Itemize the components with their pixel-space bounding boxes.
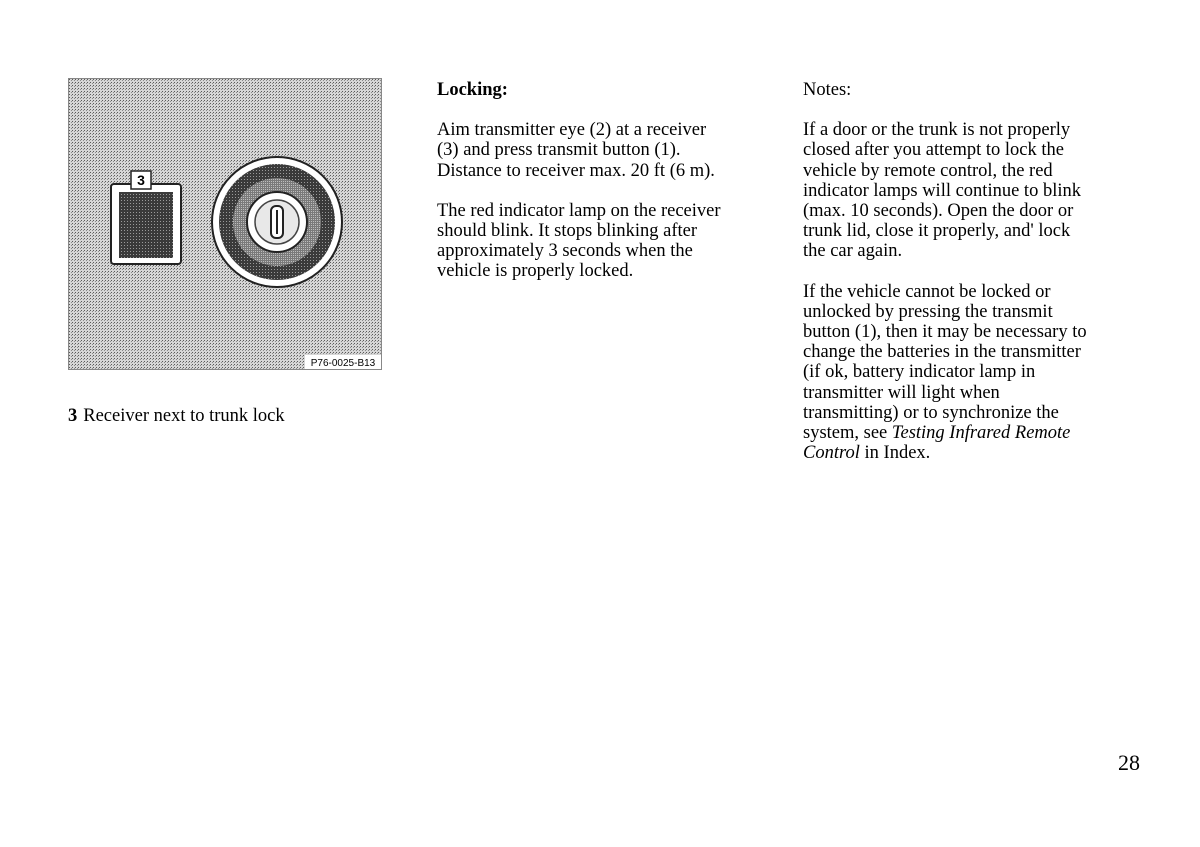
locking-section <box>437 80 777 302</box>
notes-heading: Notes: <box>803 80 852 100</box>
figure-caption <box>68 406 285 426</box>
receiver-figure <box>68 78 382 370</box>
image-code: P76-0025-B13 <box>310 358 376 369</box>
page-number: 28 <box>1118 750 1140 775</box>
locking-paragraph-2: The red indicator lamp on the receiver should blink. It stops blinking after approximately 3 seconds when the vehicle is properly locked. <box>437 200 721 282</box>
notes-section <box>803 80 1143 483</box>
locking-paragraph-1: Aim transmitter eye (2) at a receiver (3) and press transmit button (1). Distance to receiver max. 20 ft (6 m). <box>437 120 715 181</box>
locking-heading: Locking: <box>437 80 508 100</box>
trunk-lock-illustration <box>212 157 342 287</box>
notes-paragraph-2-end: in Index. <box>859 443 931 464</box>
receiver-illustration <box>111 171 181 264</box>
notes-paragraph-2-text: If the vehicle cannot be locked or unlocked by pressing the transmit button (1), then it may be necessary to change the batteries in the transmitter (if ok, battery indicator lamp in transmitter will light when transmitting) or to synchronize the system, see <box>803 281 1087 444</box>
index-reference: Testing Infrared Remote Control <box>803 423 1071 464</box>
notes-paragraph-2 <box>803 282 1143 464</box>
notes-paragraph-1: If a door or the trunk is not properly closed after you attempt to lock the vehicle by remote control, the red indicator lamps will continue to blink (max. 10 seconds). Open the door or trunk lid, close it properly, and' lock the car again. <box>803 120 1081 262</box>
caption-text: Receiver next to trunk lock <box>83 406 285 426</box>
callout-number: 3 <box>137 172 145 188</box>
caption-number: 3 <box>68 406 78 426</box>
